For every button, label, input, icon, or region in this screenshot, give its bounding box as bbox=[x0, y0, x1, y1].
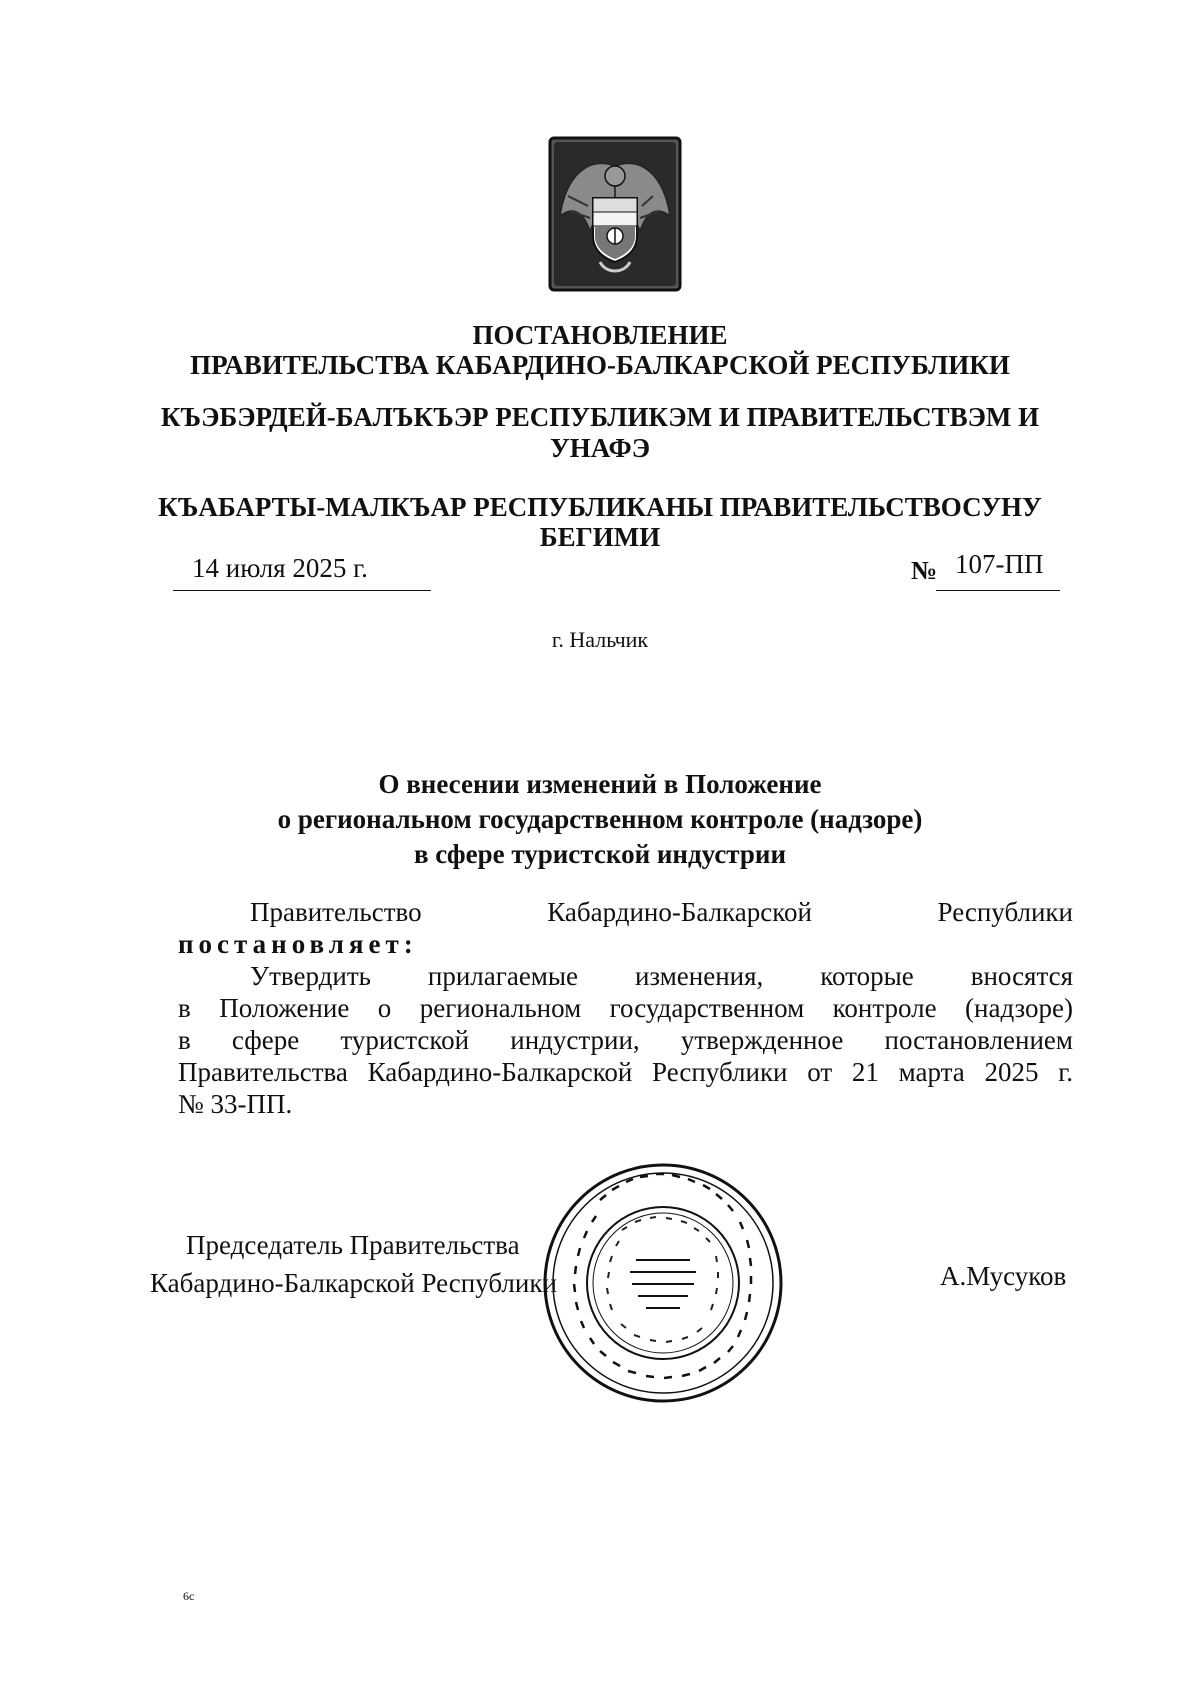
position-line2: Кабардино-Балкарской Республики bbox=[150, 1268, 557, 1298]
kabardian-heading-line2: УНАФЭ bbox=[549, 433, 651, 463]
signatory-position bbox=[150, 1226, 557, 1302]
doc-type-heading: ПОСТАНОВЛЕНИЕ bbox=[472, 320, 728, 350]
date-underline bbox=[173, 590, 431, 591]
number-sign: № bbox=[911, 556, 938, 585]
title-line2: о региональном государственном контроле (надзоре) bbox=[277, 804, 923, 834]
body-p2-line5: № 33-ПП. bbox=[178, 1089, 293, 1119]
body-p2-line2: в Положение о региональном государственном контроле (надзоре) bbox=[178, 993, 1073, 1023]
document-number: 107-ПП bbox=[955, 549, 1044, 579]
balkar-heading-line2: БЕГИМИ bbox=[539, 522, 661, 552]
body-p1-line2: постановляет: bbox=[178, 929, 418, 959]
position-line1: Председатель Правительства bbox=[186, 1230, 520, 1260]
title-line1: О внесении изменений в Положение bbox=[378, 769, 822, 799]
signatory-name: А.Мусуков bbox=[940, 1261, 1067, 1291]
balkar-heading-line1: КЪАБАРТЫ-МАЛКЪАР РЕСПУБЛИКАНЫ ПРАВИТЕЛЬСТВОСУНУ bbox=[158, 492, 1042, 522]
kabardian-heading-line1: КЪЭБЭРДЕЙ-БАЛЪКЪЭР РЕСПУБЛИКЭМ И ПРАВИТЕЛЬСТВЭМ И bbox=[160, 402, 1040, 432]
body-p2-line4: Правительства Кабардино-Балкарской Республики от 21 марта 2025 г. bbox=[178, 1057, 1073, 1087]
footer-code: 6с bbox=[183, 1589, 195, 1603]
body-text bbox=[178, 896, 1073, 1120]
official-seal-icon bbox=[540, 1160, 786, 1406]
body-p2-line3: в сфере туристской индустрии, утвержденное постановлением bbox=[178, 1025, 1073, 1055]
number-underline bbox=[936, 590, 1060, 591]
document-date: 14 июля 2025 г. bbox=[192, 553, 368, 583]
body-p2-line1: Утвердить прилагаемые изменения, которые вносятся bbox=[250, 961, 1073, 991]
body-p1-line1: Правительство Кабардино-Балкарской Республики bbox=[250, 897, 1073, 927]
issuer-heading: ПРАВИТЕЛЬСТВА КАБАРДИНО-БАЛКАРСКОЙ РЕСПУБЛИКИ bbox=[190, 350, 1010, 380]
title-line3: в сфере туристской индустрии bbox=[413, 839, 787, 869]
coat-of-arms-icon bbox=[548, 136, 682, 292]
city: г. Нальчик bbox=[551, 627, 649, 652]
